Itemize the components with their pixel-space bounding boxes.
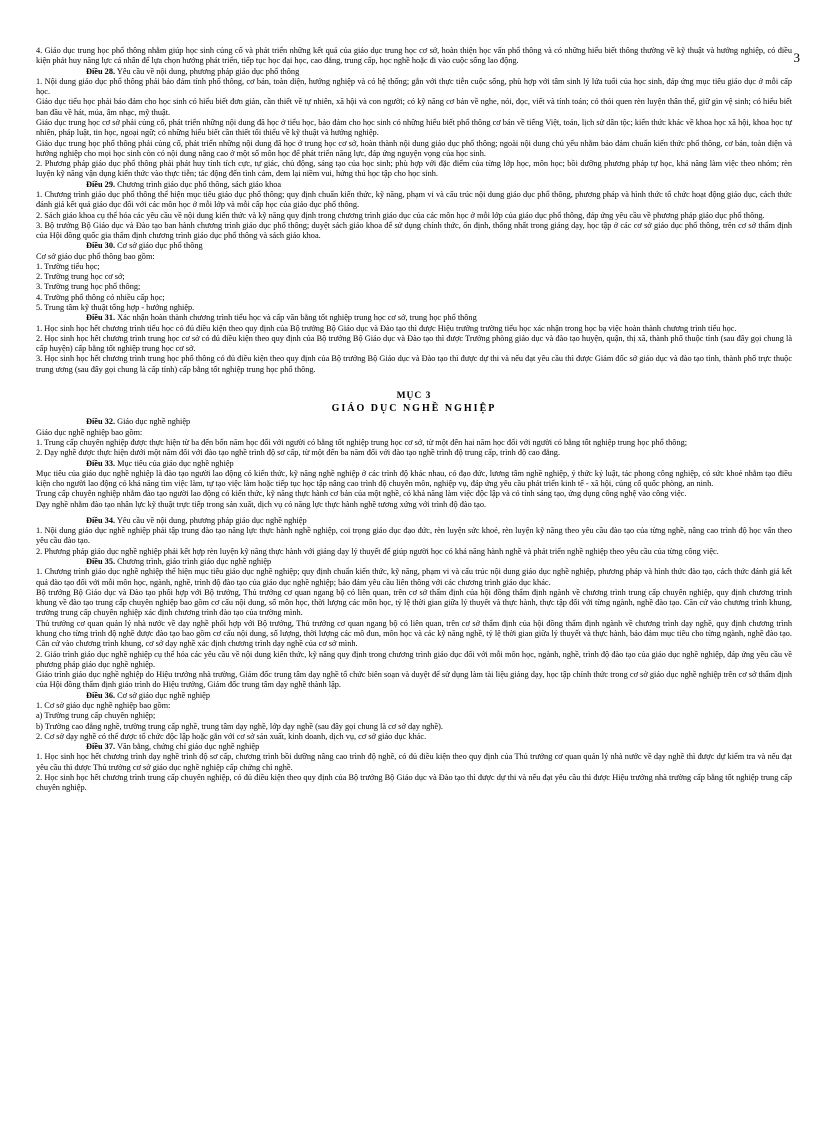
paragraph: 4. Giáo dục trung học phổ thông nhằm giúp học sinh củng cố và phát triển những kết quả của giáo dục trung học cơ sở, hoàn thiện học vấn phổ thông và có những hiểu biết thông thường về kỹ thuật và hướng nghiệp, có điều kiện phát huy năng lực cá nhân để lựa chọn hướng phát triển, tiếp tục học đại học, cao đẳng, trung cấp, học nghề hoặc đi vào cuộc sống lao động. (36, 46, 792, 66)
article-label: Điều 28. (86, 66, 116, 76)
paragraph: a) Trường trung cấp chuyên nghiệp; (36, 711, 156, 721)
paragraph: Dạy nghề nhằm đào tạo nhân lực kỹ thuật trực tiếp trong sản xuất, dịch vụ có năng lực thực hành nghề tương xứng với trình độ đào tạo. (36, 499, 487, 509)
article-heading (36, 67, 792, 77)
paragraph: 5. Trung tâm kỹ thuật tổng hợp - hướng nghiệp. (36, 303, 195, 313)
page-number: 3 (793, 50, 800, 65)
article-title: Cơ sở giáo dục phổ thông (117, 241, 203, 251)
paragraph: Giáo trình giáo dục nghề nghiệp do Hiệu trưởng nhà trường, Giám đốc trung tâm dạy nghề tổ chức biên soạn và duyệt để sử dụng làm tài liệu giảng dạy, học tập chính thức trong cơ sở giáo dục nghề nghiệp trên cơ sở thẩm định của Hội đồng thẩm định giáo trình do Hiệu trưởng, Giám đốc trung tâm dạy nghề thành lập. (36, 670, 792, 690)
paragraph: 2. Cơ sở dạy nghề có thể được tổ chức độc lập hoặc gắn với cơ sở sản xuất, kinh doanh, dịch vụ, cơ sở giáo dục khác. (36, 731, 427, 741)
article-heading (36, 459, 792, 469)
paragraph: 2. Giáo trình giáo dục nghề nghiệp cụ thể hóa các yêu cầu về nội dung kiến thức, kỹ năng quy định trong chương trình giáo dục đối với mỗi môn học, ngành, nghề, trình độ đào tạo của giáo dục nghề nghiệp, đáp ứng yêu cầu về phương pháp giáo dục nghề nghiệp. (36, 649, 792, 669)
article-title: Chương trình giáo dục phổ thông, sách giáo khoa (117, 179, 282, 189)
paragraph: b) Trường cao đẳng nghề, trường trung cấp nghề, trung tâm dạy nghề, lớp dạy nghề (sau đây gọi chung là cơ sở dạy nghề). (36, 721, 443, 731)
article-label: Điều 29. (86, 179, 116, 189)
paragraph: Giáo dục nghề nghiệp bao gồm: (36, 427, 143, 437)
article-heading (36, 691, 792, 701)
paragraph: 1. Chương trình giáo dục phổ thông thể hiện mục tiêu giáo dục phổ thông; quy định chuẩn kiến thức, kỹ năng, phạm vi và cấu trúc nội dung giáo dục phổ thông, phương pháp và hình thức tổ chức hoạt động giáo dục, cách thức đánh giá kết quả giáo dục đối với các môn học ở mỗi lớp và mỗi cấp học của giáo dục phổ thông. (36, 189, 792, 210)
paragraph: 2. Phương pháp giáo dục nghề nghiệp phải kết hợp rèn luyện kỹ năng thực hành với giảng dạy lý thuyết để giúp người học có khả năng hành nghề và phát triển nghề nghiệp theo yêu cầu của từng công việc. (36, 546, 719, 556)
article-heading (36, 180, 792, 190)
article-heading (36, 742, 792, 752)
section-heading (36, 391, 792, 415)
paragraph: Giáo dục trung học cơ sở phải củng cố, phát triển những nội dung đã học ở tiểu học, bảo đảm cho học sinh có những hiểu biết phổ thông cơ bản về tiếng Việt, toán, lịch sử dân tộc; kiến thức khác về khoa học xã hội, khoa học tự nhiên, pháp luật, tin học, ngoại ngữ; có những hiểu biết cần thiết tối thiểu về kỹ thuật và hướng nghiệp. (36, 117, 792, 138)
paragraph: 3. Học sinh học hết chương trình trung học phổ thông có đủ điều kiện theo quy định của Bộ trưởng Bộ Giáo dục và Đào tạo thì được dự thi và nếu đạt yêu cầu thì được Giám đốc sở giáo dục và đào tạo tỉnh, thành phố trực thuộc trung ương (sau đây gọi chung là cấp tỉnh) cấp bằng tốt nghiệp trung học phổ thông. (36, 354, 792, 374)
paragraph: 2. Trường trung học cơ sở; (36, 272, 125, 282)
article-label: Điều 32. (86, 417, 116, 427)
paragraph: 2. Học sinh học hết chương trình trung cấp chuyên nghiệp, có đủ điều kiện theo quy định của Bộ trưởng Bộ Giáo dục và Đào tạo thì được dự thi và nếu đạt yêu cầu thì được Hiệu trưởng nhà trường cấp bằng tốt nghiệp trung cấp chuyên nghiệp. (36, 772, 792, 793)
paragraph: Thủ trưởng cơ quan quản lý nhà nước về dạy nghề phối hợp với Bộ trưởng, Thủ trưởng cơ quan ngang bộ có liên quan, trên cơ sở thẩm định của hội đồng thẩm định ngành về chương trình dạy nghề, quy định chương trình khung cho từng trình độ nghề được đào tạo bao gồm cơ cấu nội dung, số lượng, thời lượng các mô đun, môn học và các kỹ năng nghề, tỷ lệ thời gian giữa lý thuyết và thực hành, bảo đảm mục tiêu cho từng ngành, nghề đào tạo. Căn cứ vào chương trình khung, cơ sở dạy nghề xác định chương trình dạy nghề của cơ sở mình. (36, 618, 792, 649)
paragraph: 1. Nội dung giáo dục phổ thông phải bảo đảm tính phổ thông, cơ bản, toàn diện, hướng nghiệp và có hệ thống; gắn với thực tiễn cuộc sống, phù hợp với tâm sinh lý lứa tuổi của học sinh, đáp ứng mục tiêu giáo dục ở mỗi cấp học. (36, 76, 792, 97)
paragraph: 2. Dạy nghề được thực hiện dưới một năm đối với đào tạo nghề trình độ sơ cấp, từ một đến ba năm đối với đào tạo nghề trình độ trung cấp, trình độ cao đẳng. (36, 448, 561, 458)
paragraph: Cơ sở giáo dục phổ thông bao gồm: (36, 251, 155, 261)
article-title: Giáo dục nghề nghiệp (117, 417, 191, 427)
paragraph: 2. Phương pháp giáo dục phổ thông phải phát huy tính tích cực, tự giác, chủ động, sáng tạo của học sinh; phù hợp với đặc điểm của từng lớp học, môn học; bồi dưỡng phương pháp tự học, khả năng làm việc theo nhóm; rèn luyện kỹ năng vận dụng kiến thức vào thực tiễn; tác động đến tình cảm, đem lại niềm vui, hứng thú học tập cho học sinh. (36, 159, 792, 179)
paragraph: 1. Trường tiểu học; (36, 261, 100, 271)
article-label: Điều 30. (86, 241, 116, 251)
section-number: MỤC 3 (396, 391, 432, 401)
paragraph: 1. Học sinh học hết chương trình tiểu học có đủ điều kiện theo quy định của Bộ trưởng Bộ Giáo dục và Đào tạo thì được Hiệu trưởng trường tiểu học xác nhận trong học bạ việc hoàn thành chương trình tiểu học. (36, 323, 737, 333)
article-title: Mục tiêu của giáo dục nghề nghiệp (117, 458, 234, 468)
section-title: GIÁO DỤC NGHỀ NGHIỆP (331, 402, 497, 414)
paragraph: 1. Cơ sở giáo dục nghề nghiệp bao gồm: (36, 700, 171, 710)
paragraph: 1. Nội dung giáo dục nghề nghiệp phải tập trung đào tạo năng lực thực hành nghề nghiệp, coi trọng giáo dục đạo đức, rèn luyện sức khoẻ, rèn luyện kỹ năng theo yêu cầu đào tạo của từng nghề, nâng cao trình độ học vấn theo yêu cầu đào tạo. (36, 526, 792, 546)
paragraph: 1. Học sinh học hết chương trình dạy nghề trình độ sơ cấp, chương trình bồi dưỡng nâng cao trình độ nghề, có đủ điều kiện theo quy định của Thủ trưởng cơ quan quản lý nhà nước về dạy nghề thì được dự kiểm tra và nếu đạt yêu cầu thì được Thủ trưởng cơ sở giáo dục nghề nghiệp cấp chứng chỉ nghề. (36, 752, 792, 772)
paragraph: Giáo dục trung học phổ thông phải củng cố, phát triển những nội dung đã học ở trung học cơ sở, hoàn thành nội dung giáo dục phổ thông; ngoài nội dung chủ yếu nhằm bảo đảm chuẩn kiến thức phổ thông, cơ bản, toàn diện và hướng nghiệp cho mọi học sinh còn có nội dung nâng cao ở một số môn học để phát triển năng lực, đáp ứng nguyện vọng của học sinh. (36, 138, 792, 158)
article-label: Điều 35. (86, 557, 116, 567)
article-label: Điều 31. (86, 313, 116, 323)
article-label: Điều 34. (86, 515, 116, 525)
paragraph: Mục tiêu của giáo dục nghề nghiệp là đào tạo người lao động có kiến thức, kỹ năng nghề nghiệp ở các trình độ khác nhau, có đạo đức, lương tâm nghề nghiệp, ý thức kỷ luật, tác phong công nghiệp, có sức khoẻ nhằm tạo điều kiện cho người lao động có khả năng tìm việc làm, tự tạo việc làm hoặc tiếp tục học tập nâng cao trình độ chuyên môn, nghiệp vụ, đáp ứng yêu cầu phát triển kinh tế - xã hội, củng cố quốc phòng, an ninh. (36, 468, 792, 489)
paragraph: 1. Trung cấp chuyên nghiệp được thực hiện từ ba đến bốn năm học đối với người có bằng tốt nghiệp trung học cơ sở, từ một đến hai năm học đối với người có bằng tốt nghiệp trung học phổ thông; (36, 437, 688, 447)
article-heading (36, 557, 792, 567)
article-label: Điều 33. (86, 458, 116, 468)
paragraph: 3. Bộ trưởng Bộ Giáo dục và Đào tạo ban hành chương trình giáo dục phổ thông; duyệt sách giáo khoa để sử dụng chính thức, ổn định, thống nhất trong giảng dạy, học tập ở các cơ sở giáo dục phổ thông, trên cơ sở thẩm định của Hội đồng quốc gia thẩm định chương trình giáo dục phổ thông và sách giáo khoa. (36, 220, 792, 241)
article-title: Yêu cầu về nội dung, phương pháp giáo dục nghề nghiệp (116, 515, 307, 525)
article-title: Xác nhận hoàn thành chương trình tiểu học và cấp văn bằng tốt nghiệp trung học cơ sở, trung học phổ thông (117, 313, 477, 323)
article-label: Điều 36. (86, 690, 116, 700)
paragraph: Giáo dục tiểu học phải bảo đảm cho học sinh có hiểu biết đơn giản, cần thiết về tự nhiên, xã hội và con người; có kỹ năng cơ bản về nghe, nói, đọc, viết và tính toán; có thói quen rèn luyện thân thể, giữ gìn vệ sinh; có hiểu biết ban đầu về hát, múa, âm nhạc, mỹ thuật. (36, 97, 792, 117)
document-body (36, 46, 792, 794)
article-heading (36, 417, 792, 427)
article-title: Chương trình, giáo trình giáo dục nghề nghiệp (117, 557, 272, 567)
article-label: Điều 37. (86, 742, 116, 752)
paragraph: Bộ trưởng Bộ Giáo dục và Đào tạo phối hợp với Bộ trưởng, Thủ trưởng cơ quan ngang bộ có liên quan, trên cơ sở thẩm định của hội đồng thẩm định ngành về chương trình trung cấp chuyên nghiệp, quy định chương trình khung về đào tạo trung cấp chuyên nghiệp bao gồm cơ cấu nội dung, số môn học, thời lượng các môn học, tỷ lệ thời gian giữa lý thuyết và thực hành, thực tập đối với từng ngành, nghề đào tạo. Căn cứ vào chương trình khung, trường trung cấp chuyên nghiệp xác định chương trình đào tạo của trường mình. (36, 587, 792, 618)
article-heading (36, 516, 792, 526)
paragraph: 4. Trường phổ thông có nhiều cấp học; (36, 292, 165, 302)
paragraph: 3. Trường trung học phổ thông; (36, 282, 141, 292)
article-heading (36, 313, 792, 323)
article-title: Yêu cầu về nội dung, phương pháp giáo dục phổ thông (116, 66, 300, 76)
article-heading (36, 241, 792, 251)
paragraph: 1. Chương trình giáo dục nghề nghiệp thể hiện mục tiêu giáo dục nghề nghiệp; quy định chuẩn kiến thức, kỹ năng, phạm vi và cấu trúc nội dung giáo dục nghề nghiệp, phương pháp và hình thức đào tạo, cách thức đánh giá kết quả đào tạo đối với mỗi môn học, ngành, nghề, trình độ đào tạo của giáo dục nghề nghiệp; bảo đảm yêu cầu liên thông với các chương trình giáo dục khác. (36, 567, 792, 587)
article-title: Cơ sở giáo dục nghề nghiệp (117, 690, 211, 700)
paragraph: 2. Sách giáo khoa cụ thể hóa các yêu cầu về nội dung kiến thức và kỹ năng quy định trong chương trình giáo dục của các môn học ở mỗi lớp của giáo dục phổ thông, đáp ứng yêu cầu về phương pháp giáo dục phổ thông. (36, 210, 765, 220)
paragraph: 2. Học sinh học hết chương trình trung học cơ sở có đủ điều kiện theo quy định của Bộ trưởng Bộ Giáo dục và Đào tạo thì được Trưởng phòng giáo dục và đào tạo huyện, quận, thị xã, thành phố thuộc tỉnh (sau đây gọi chung là cấp huyện) cấp bằng tốt nghiệp trung học cơ sở. (36, 333, 792, 354)
article-title: Văn bằng, chứng chỉ giáo dục nghề nghiệp (116, 742, 260, 752)
paragraph: Trung cấp chuyên nghiệp nhằm đào tạo người lao động có kiến thức, kỹ năng thực hành cơ bản của một nghề, có khả năng làm việc độc lập và có tính sáng tạo, ứng dụng công nghệ vào công việc. (36, 489, 687, 499)
